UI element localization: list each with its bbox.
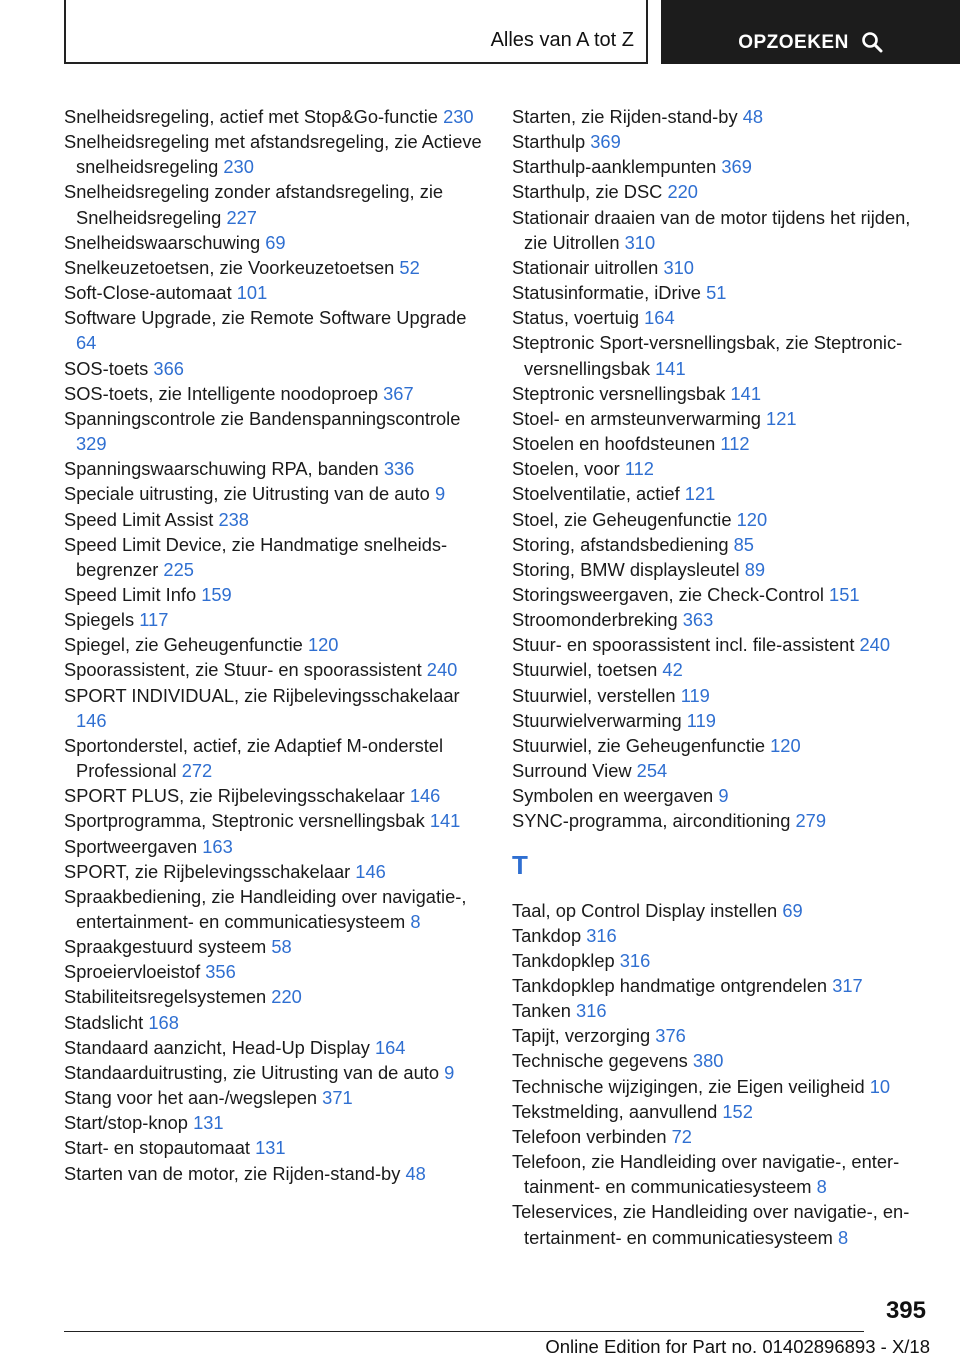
entry-text: Spraakbediening, zie Handleiding over navigatie-, entertainment- en communicatiesysteem <box>64 885 467 932</box>
page-reference-link[interactable]: 366 <box>153 357 184 379</box>
entry-text: Speed Limit Assist <box>64 508 214 530</box>
entry-text: Starthulp, zie DSC <box>512 181 663 203</box>
page-reference-link[interactable]: 10 <box>869 1075 891 1097</box>
page-reference-link[interactable]: 131 <box>255 1137 286 1159</box>
entry-text: Stabiliteitsregelsystemen <box>64 986 267 1008</box>
page-reference-link[interactable]: 238 <box>218 508 249 530</box>
entry-text: Telefoon, zie Handleiding over navigatie-, entertainment- en communicatiesysteem <box>512 1151 900 1198</box>
index-entry <box>512 632 932 657</box>
search-tab[interactable] <box>661 0 960 64</box>
entry-text: Storing, BMW displaysleutel <box>512 558 740 580</box>
entry-text: Sportonderstel, actief, zie Adaptief M-onderstel Professional <box>64 734 444 782</box>
index-entry <box>64 255 482 280</box>
entry-text: Stoelen, voor <box>512 458 620 480</box>
index-entry <box>512 1048 932 1073</box>
entry-text: Sportweergaven <box>64 835 198 857</box>
page-reference-link[interactable]: 141 <box>429 810 461 832</box>
entry-text: Symbolen en weergaven <box>512 785 714 807</box>
entry-text: Stationair uitrollen <box>512 256 659 278</box>
index-entry <box>512 381 932 406</box>
page-reference-link[interactable]: 317 <box>832 975 863 996</box>
page-reference-link[interactable]: 240 <box>426 659 458 681</box>
index-entry <box>64 984 482 1009</box>
entry-text: Stuur- en spoorassistent incl. file-assistent <box>512 634 855 656</box>
entry-text: SPORT, zie Rijbelevingsschakelaar <box>64 860 351 882</box>
page-reference-link[interactable]: 89 <box>744 558 766 580</box>
page-reference-link[interactable]: 336 <box>383 458 415 480</box>
entry-text: Starten, zie Rijden-stand-by <box>512 106 738 127</box>
index-entry <box>64 1060 482 1085</box>
page-reference-link[interactable]: 8 <box>410 911 421 932</box>
index-entry <box>64 305 482 355</box>
page-reference-link[interactable]: 69 <box>782 899 803 921</box>
entry-text: Speed Limit Info <box>64 583 197 605</box>
index-entry <box>64 783 482 808</box>
entry-text: Stuurwiel, zie Geheugenfunctie <box>512 734 766 756</box>
page-reference-link[interactable]: 152 <box>722 1100 753 1122</box>
entry-text: SOS-toets <box>64 357 149 379</box>
entry-text: Tankdop <box>512 924 582 946</box>
entry-text: Spanningscontrole zie Bandenspanningscontrole <box>64 407 461 429</box>
entry-text: Stang voor het aan-/wegslepen <box>64 1087 318 1109</box>
page-reference-link[interactable]: 51 <box>706 282 727 304</box>
footer-divider <box>64 1331 864 1332</box>
page-reference-link[interactable]: 367 <box>383 382 414 404</box>
page-reference-link[interactable]: 112 <box>720 433 750 455</box>
entry-text: Stationair draaien van de motor tijdens het rijden, zie Uitrollen <box>512 206 911 253</box>
index-entry <box>64 657 482 682</box>
page-reference-link[interactable]: 121 <box>684 483 716 505</box>
index-entry <box>512 808 932 833</box>
index-entry <box>512 557 932 582</box>
page-reference-link[interactable]: 48 <box>405 1162 426 1184</box>
index-entry <box>64 884 482 934</box>
index-entry <box>512 1199 932 1249</box>
index-entry <box>64 607 482 632</box>
page-reference-link[interactable]: 120 <box>736 508 768 530</box>
page-reference-link[interactable]: 310 <box>663 256 694 278</box>
entry-text: Standaarduitrusting, zie Uitrusting van de auto <box>64 1061 439 1083</box>
entry-text: Tankdopklep <box>512 949 615 971</box>
entry-text: Snelheidswaarschuwing <box>64 231 261 253</box>
alphabetical-index-tab[interactable] <box>64 0 648 64</box>
index-entry <box>64 1135 482 1160</box>
search-label: OPZOEKEN <box>738 32 849 53</box>
page-reference-link[interactable]: 316 <box>586 924 617 946</box>
page-reference-link[interactable]: 64 <box>76 332 97 354</box>
entry-text: Stuurwielverwarming <box>512 709 682 731</box>
page-reference-link[interactable]: 151 <box>829 583 860 605</box>
page-reference-link[interactable]: 8 <box>837 1226 849 1248</box>
index-entry <box>512 406 932 431</box>
entry-text: Stoelventilatie, actief <box>512 483 680 505</box>
index-entry <box>64 1085 482 1110</box>
page-reference-link[interactable]: 85 <box>733 533 754 555</box>
entry-text: Spanningswaarschuwing RPA, banden <box>64 458 379 480</box>
index-entry <box>64 1161 482 1186</box>
page-reference-link[interactable]: 329 <box>76 433 107 455</box>
index-entry <box>512 758 932 783</box>
index-entry <box>64 582 482 607</box>
page-reference-link[interactable]: 141 <box>730 382 762 404</box>
index-entry <box>64 834 482 859</box>
page-reference-link[interactable]: 316 <box>619 949 651 971</box>
entry-text: Tankdopklep handmatige ontgrendelen <box>512 975 828 996</box>
index-entry <box>512 708 932 733</box>
entry-text: Surround View <box>512 760 632 782</box>
entry-text: Tapijt, verzorging <box>512 1025 651 1047</box>
index-entry <box>512 1149 932 1199</box>
page-reference-link[interactable]: 163 <box>202 835 233 857</box>
index-entry <box>512 179 932 204</box>
index-entry <box>64 356 482 381</box>
index-entry <box>64 230 482 255</box>
index-entry <box>512 129 932 154</box>
page-reference-link[interactable]: 227 <box>226 206 257 228</box>
entry-text: Stoel, zie Geheugenfunctie <box>512 508 732 530</box>
page-reference-link[interactable]: 369 <box>590 131 621 153</box>
entry-text: SYNC-programma, airconditioning <box>512 810 791 832</box>
page-reference-link[interactable]: 230 <box>223 156 254 178</box>
page-reference-link[interactable]: 356 <box>205 961 236 983</box>
index-entry <box>512 607 932 632</box>
entry-text: Tekstmelding, aanvullend <box>512 1100 718 1122</box>
entry-text: Status, voertuig <box>512 307 640 329</box>
index-entry <box>64 507 482 532</box>
entry-text: SPORT INDIVIDUAL, zie Rijbelevingsschakelaar <box>64 684 460 706</box>
index-entry <box>64 934 482 959</box>
index-entry <box>64 808 482 833</box>
page-reference-link[interactable]: 9 <box>444 1061 455 1083</box>
page-reference-link[interactable]: 131 <box>193 1112 224 1134</box>
page-reference-link[interactable]: 42 <box>662 659 683 681</box>
page-reference-link[interactable]: 8 <box>816 1176 827 1198</box>
page-reference-link[interactable]: 316 <box>576 1000 607 1022</box>
entry-text: Starthulp <box>512 131 586 153</box>
entry-text: Speed Limit Device, zie Handmatige snelheidsbegrenzer <box>64 533 448 580</box>
page-reference-link[interactable]: 52 <box>399 256 420 278</box>
entry-text: Telefoon verbinden <box>512 1125 667 1147</box>
index-entry <box>512 683 932 708</box>
index-entry <box>512 1099 932 1124</box>
page-reference-link[interactable]: 69 <box>265 231 286 253</box>
page-reference-link[interactable]: 9 <box>434 483 446 505</box>
index-entry <box>64 1010 482 1035</box>
index-entry <box>64 632 482 657</box>
page-reference-link[interactable]: 371 <box>322 1087 353 1109</box>
page-reference-link[interactable]: 9 <box>718 785 729 807</box>
index-entry <box>512 456 932 481</box>
entry-text: SOS-toets, zie Intelligente noodoproep <box>64 382 379 404</box>
index-entry <box>512 104 932 129</box>
page-reference-link[interactable]: 369 <box>721 156 752 178</box>
index-entry <box>64 129 482 179</box>
page-reference-link[interactable]: 101 <box>236 282 268 304</box>
index-entry <box>512 783 932 808</box>
page-reference-link[interactable]: 146 <box>355 860 386 882</box>
index-entry <box>64 1110 482 1135</box>
page-reference-link[interactable]: 380 <box>692 1050 724 1072</box>
entry-text: Stoel- en armsteunverwarming <box>512 407 761 429</box>
page-reference-link[interactable]: 146 <box>409 785 441 807</box>
entry-text: Technische gegevens <box>512 1050 688 1072</box>
page-reference-link[interactable]: 220 <box>667 181 698 203</box>
index-entry <box>512 305 932 330</box>
page-reference-link[interactable]: 254 <box>636 760 668 782</box>
page-reference-link[interactable]: 146 <box>76 709 107 731</box>
index-entry <box>64 733 482 783</box>
index-entry <box>512 733 932 758</box>
page-reference-link[interactable]: 310 <box>624 231 656 253</box>
index-entry <box>512 507 932 532</box>
entry-text: Steptronic versnellingsbak <box>512 382 726 404</box>
entry-text: Storing, afstandsbediening <box>512 533 729 555</box>
index-entry <box>512 154 932 179</box>
index-entry <box>64 481 482 506</box>
page-reference-link[interactable]: 376 <box>655 1025 686 1047</box>
page-reference-link[interactable]: 120 <box>770 734 801 756</box>
index-entry <box>512 1124 932 1149</box>
page-reference-link[interactable]: 168 <box>148 1011 179 1033</box>
index-entry <box>512 948 932 973</box>
entry-text: Stadslicht <box>64 1011 144 1033</box>
index-entry <box>512 431 932 456</box>
entry-text: Standaard aanzicht, Head-Up Display <box>64 1036 370 1058</box>
page-reference-link[interactable]: 363 <box>682 609 714 631</box>
magnifier-icon <box>861 31 883 53</box>
index-entry <box>64 859 482 884</box>
page-reference-link[interactable]: 112 <box>624 458 654 480</box>
page-reference-link[interactable]: 164 <box>644 307 675 329</box>
entry-text: Storingsweergaven, zie Check-Control <box>512 583 824 605</box>
index-entry <box>512 255 932 280</box>
entry-text: Stuurwiel, verstellen <box>512 684 676 706</box>
index-column-right <box>512 104 932 1250</box>
index-entry <box>512 330 932 380</box>
index-entry <box>64 406 482 456</box>
page-reference-link[interactable]: 120 <box>307 634 339 656</box>
page-reference-link[interactable]: 159 <box>201 583 232 605</box>
section-heading-t: T <box>512 849 528 880</box>
entry-text: Software Upgrade, zie Remote Software Upgrade <box>64 307 467 329</box>
index-entry <box>64 104 482 129</box>
entry-text: Spiegels <box>64 609 135 631</box>
index-entry <box>64 456 482 481</box>
index-entry <box>512 657 932 682</box>
entry-text: Snelkeuzetoetsen, zie Voorkeuzetoetsen <box>64 256 395 278</box>
page-reference-link[interactable]: 121 <box>766 407 797 429</box>
page-reference-link[interactable]: 117 <box>139 609 169 631</box>
entry-text: Stuurwiel, toetsen <box>512 659 658 681</box>
entry-text: Technische wijzigingen, zie Eigen veiligheid <box>512 1075 865 1097</box>
index-entry <box>64 532 482 582</box>
entry-text: Stoelen en hoofdsteunen <box>512 433 716 455</box>
entry-text: Spraakgestuurd systeem <box>64 936 267 958</box>
index-entry <box>512 481 932 506</box>
index-entry <box>512 280 932 305</box>
index-entry <box>64 381 482 406</box>
index-group-s <box>512 104 932 834</box>
entry-text: Start/stop-knop <box>64 1112 188 1134</box>
index-entry <box>512 532 932 557</box>
entry-text: Spoorassistent, zie Stuur- en spoorassistent <box>64 659 422 681</box>
entry-text: Stroomonderbreking <box>512 609 678 631</box>
page-reference-link[interactable]: 141 <box>655 357 686 379</box>
page-reference-link[interactable]: 279 <box>795 810 827 832</box>
index-entry <box>512 1074 932 1099</box>
entry-text: Steptronic Sport-versnellingsbak, zie Steptronic-versnellingsbak <box>512 332 903 379</box>
page-reference-link[interactable]: 119 <box>680 684 710 706</box>
entry-text: SPORT PLUS, zie Rijbelevingsschakelaar <box>64 785 405 807</box>
page-reference-link[interactable]: 272 <box>181 760 213 782</box>
entry-text: Snelheidsregeling, actief met Stop&Go-functie <box>64 106 438 127</box>
page-reference-link[interactable]: 220 <box>271 986 302 1008</box>
page-reference-link[interactable]: 72 <box>671 1125 692 1147</box>
page-reference-link[interactable]: 240 <box>859 634 891 656</box>
entry-text: Speciale uitrusting, zie Uitrusting van de auto <box>64 483 430 505</box>
page-number: 395 <box>885 1297 926 1324</box>
page-reference-link[interactable]: 48 <box>742 106 764 127</box>
page-reference-link[interactable]: 58 <box>271 936 292 958</box>
entry-text: Snelheidsregeling met afstandsregeling, zie Actieve snelheidsregeling <box>64 131 482 178</box>
index-entry <box>512 998 932 1023</box>
page-reference-link[interactable]: 230 <box>443 106 474 127</box>
entry-text: Statusinformatie, iDrive <box>512 282 701 304</box>
entry-text: Sportprogramma, Steptronic versnellingsbak <box>64 810 425 832</box>
entry-text: Snelheidsregeling zonder afstandsregeling, zie Snelheidsregeling <box>64 181 444 228</box>
index-entry <box>64 683 482 733</box>
entry-text: Teleservices, zie Handleiding over navigatie-, entertainment- en communicatiesysteem <box>512 1201 910 1248</box>
footer-edition: Online Edition for Part no. 01402896893 - X/18 <box>545 1336 930 1357</box>
index-entry <box>512 898 932 923</box>
index-entry <box>512 582 932 607</box>
index-entry <box>64 959 482 984</box>
entry-text: Taal, op Control Display instellen <box>512 899 778 921</box>
entry-text: Spiegel, zie Geheugenfunctie <box>64 634 303 656</box>
entry-text: Soft-Close-automaat <box>64 282 232 304</box>
entry-text: Starten van de motor, zie Rijden-stand-by <box>64 1162 401 1184</box>
entry-text: Tanken <box>512 1000 571 1022</box>
index-entry <box>64 1035 482 1060</box>
index-entry <box>512 923 932 948</box>
entry-text: Start- en stopautomaat <box>64 1137 250 1159</box>
index-entry <box>64 179 482 229</box>
index-entry <box>512 205 932 255</box>
index-group-t <box>512 898 932 1250</box>
tab-label: Alles van A tot Z <box>490 29 634 51</box>
page-reference-link[interactable]: 164 <box>374 1036 406 1058</box>
entry-text: Starthulp-aanklempunten <box>512 156 717 178</box>
index-entry <box>64 280 482 305</box>
index-entry <box>512 1023 932 1048</box>
entry-text: Sproeiervloeistof <box>64 961 201 983</box>
page-reference-link[interactable]: 119 <box>686 709 716 731</box>
index-column-left <box>64 104 482 1186</box>
page-reference-link[interactable]: 225 <box>163 558 194 580</box>
index-entry <box>512 973 932 998</box>
